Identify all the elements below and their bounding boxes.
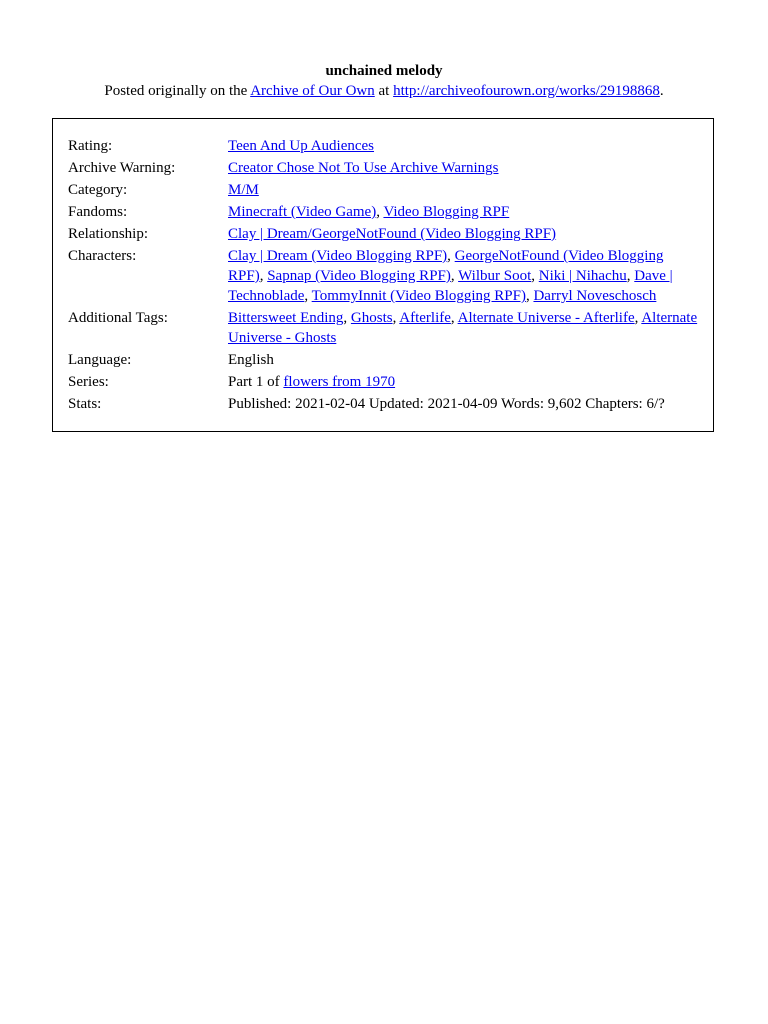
fandom-link[interactable]: Minecraft (Video Game)	[228, 204, 377, 220]
meta-row-rating	[68, 136, 698, 158]
tag-link[interactable]: Bittersweet Ending	[228, 310, 344, 326]
work-meta-table	[68, 136, 698, 416]
characters-value: Clay | Dream (Video Blogging RPF), GeorgeNotFound (Video Blogging RPF), Sapnap (Video Blogging RPF), Wilbur Soot, Niki | Nihachu, Dave | Technoblade, TommyInnit (Video Blogging RPF), Darryl Noveschosch	[228, 248, 673, 304]
stats-value: Published: 2021-02-04 Updated: 2021-04-09 Words: 9,602 Chapters: 6/?	[228, 396, 665, 412]
meta-row-stats	[68, 394, 698, 416]
work-header	[0, 62, 768, 101]
rating-value	[228, 136, 698, 158]
characters-label: Characters:	[68, 248, 137, 264]
tag-link[interactable]: Alternate Universe - Afterlife	[457, 310, 635, 326]
meta-row-tags	[68, 308, 698, 350]
character-link[interactable]: Darryl Noveschosch	[533, 288, 657, 304]
character-link[interactable]: Dave | Technoblade	[228, 268, 673, 304]
at-text: at	[374, 83, 394, 99]
rating-link[interactable]: Teen And Up Audiences	[228, 138, 375, 154]
warning-link[interactable]: Creator Chose Not To Use Archive Warnings	[228, 160, 499, 176]
category-value	[228, 180, 698, 202]
tag-link[interactable]: Afterlife	[399, 310, 451, 326]
tags-value: Bittersweet Ending, Ghosts, Afterlife, Alternate Universe - Afterlife, Alternate Universe - Ghosts	[228, 310, 698, 346]
meta-row-fandoms	[68, 202, 698, 224]
category-label: Category:	[68, 182, 128, 198]
series-link[interactable]: flowers from 1970	[283, 374, 396, 390]
posted-prefix: Posted originally on the	[104, 83, 251, 99]
meta-row-relationship	[68, 224, 698, 246]
character-link[interactable]: GeorgeNotFound (Video Blogging RPF)	[228, 248, 664, 284]
fandom-link[interactable]: Video Blogging RPF	[383, 204, 510, 220]
relationship-value	[228, 224, 698, 246]
work-title: unchained melody	[325, 63, 443, 79]
series-prefix: Part 1 of	[228, 374, 284, 390]
meta-row-warning	[68, 158, 698, 180]
meta-row-category	[68, 180, 698, 202]
archive-link[interactable]: Archive of Our Own	[250, 83, 375, 99]
posted-line	[0, 82, 768, 101]
language-label: Language:	[68, 352, 132, 368]
character-link[interactable]: Sapnap (Video Blogging RPF)	[267, 268, 451, 284]
stats-label: Stats:	[68, 396, 102, 412]
tags-label: Additional Tags:	[68, 310, 168, 326]
series-value	[228, 372, 698, 394]
fandoms-value: Minecraft (Video Game), Video Blogging RPF	[228, 204, 510, 220]
relationship-label: Relationship:	[68, 226, 148, 242]
tag-link[interactable]: Alternate Universe - Ghosts	[228, 310, 698, 346]
meta-row-language	[68, 350, 698, 372]
character-link[interactable]: TommyInnit (Video Blogging RPF)	[311, 288, 526, 304]
warning-label: Archive Warning:	[68, 160, 176, 176]
meta-row-series	[68, 372, 698, 394]
warning-value	[228, 158, 698, 180]
rating-label: Rating:	[68, 138, 113, 154]
relationship-link[interactable]: Clay | Dream/GeorgeNotFound (Video Blogging RPF)	[228, 226, 557, 242]
posted-period: .	[659, 83, 664, 99]
tag-link[interactable]: Ghosts	[350, 310, 393, 326]
character-link[interactable]: Clay | Dream (Video Blogging RPF)	[228, 248, 448, 264]
character-link[interactable]: Niki | Nihachu	[538, 268, 627, 284]
fandoms-label: Fandoms:	[68, 204, 128, 220]
meta-row-characters	[68, 246, 698, 308]
character-link[interactable]: Wilbur Soot	[458, 268, 532, 284]
work-url-link[interactable]: http://archiveofourown.org/works/29198868	[393, 83, 660, 99]
category-link[interactable]: M/M	[228, 182, 259, 198]
language-value: English	[228, 352, 274, 368]
work-meta-box	[52, 118, 714, 432]
series-label: Series:	[68, 374, 109, 390]
